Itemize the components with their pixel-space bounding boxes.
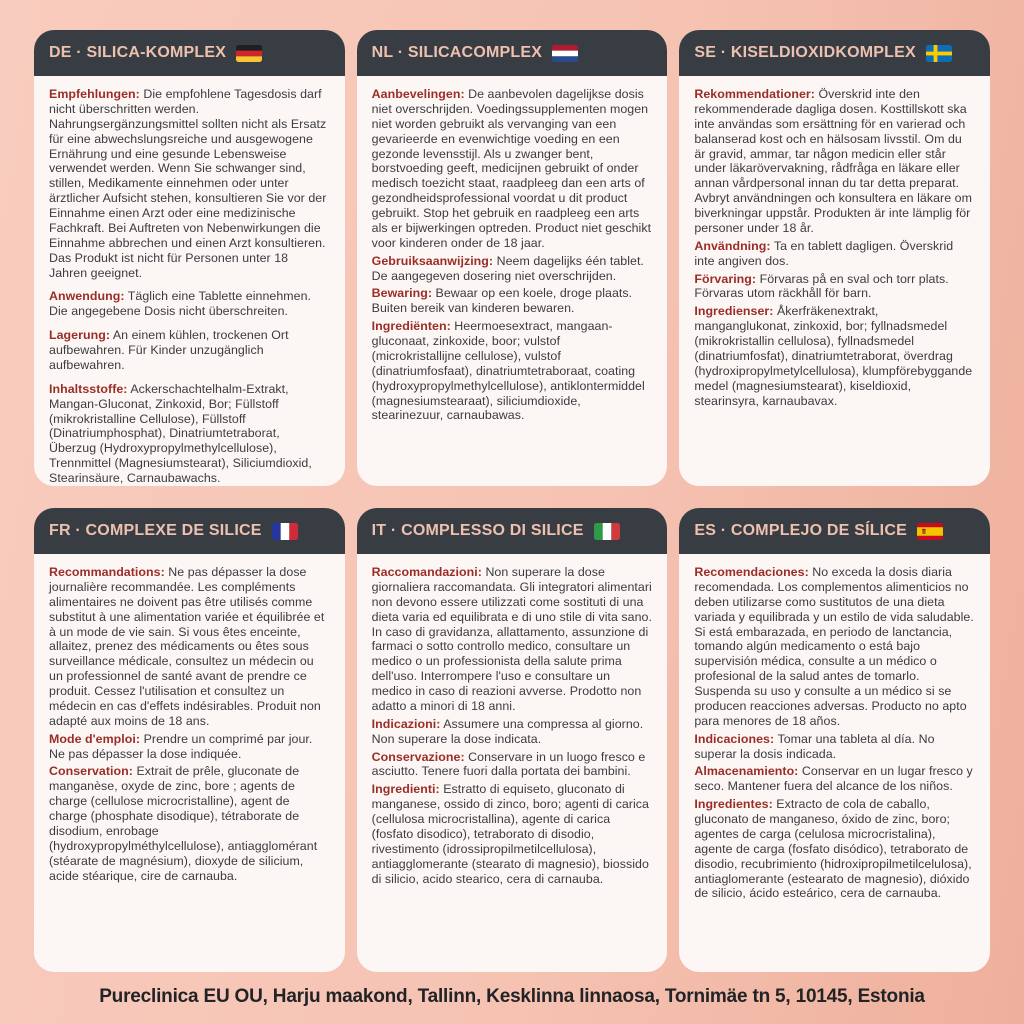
section-text: Täglich eine Tablette einnehmen. Die angegebene Dosis nicht überschreiten. — [49, 289, 312, 319]
panel-fr-title: FR · COMPLEXE DE SILICE — [49, 522, 262, 539]
section — [49, 289, 330, 319]
panel-se-title: SE · KISELDIOXIDKOMPLEX — [694, 44, 916, 61]
spain-flag-icon — [917, 523, 943, 540]
section-text: Ne pas dépasser la dose journalière recommandée. Les compléments alimentaires ne doivent pas être utilisés comme substitut à une alimentation variée et équilibrée et à un mode de vie sain. Si vous êtes enceinte, allaitez, prenez des médicaments ou êtes sous surveillance médicale, consultez un médecin ou un professionnel de santé avant de prendre ce produit. Cessez l'utilisation et consultez un médecin en cas d'effets indésirables. Produit non adapté aux moins de 18 ans. — [49, 565, 325, 728]
sweden-flag-icon — [926, 45, 952, 62]
panel-de — [34, 30, 345, 486]
section — [372, 319, 653, 423]
netherlands-flag-icon — [552, 45, 578, 62]
section — [372, 254, 653, 284]
section — [372, 286, 653, 316]
section — [372, 565, 653, 714]
panel-fr-body — [34, 554, 345, 898]
section-text: Överskrid inte den rekommenderade dagliga dosen. Kosttillskott ska inte användas som ersättning för en varierad och balanserad kost och en hälsosam livsstil. Om du är gravid, ammar, tar någon medicin eller står under läkarövervakning, rådfråga en läkare eller annan vårdpersonal innan du tar detta preparat. Avbryt användningen och konsultera en läkare om biverkningar uppstår. Produkten är inte lämplig för personer under 18 år. — [694, 87, 972, 235]
section — [49, 764, 330, 883]
section-text: Ta en tablett dagligen. Överskrid inte angiven dos. — [694, 238, 954, 268]
panel-it-header — [357, 508, 668, 554]
france-flag-icon — [272, 523, 298, 540]
section-label: Indicazioni: — [371, 716, 441, 731]
panel-de-body — [34, 76, 345, 486]
section-label: Almacenamiento: — [694, 764, 799, 779]
panel-it-title: IT · COMPLESSO DI SILICE — [371, 522, 584, 539]
section-text: Non superare la dose giornaliera raccomandata. Gli integratori alimentari non devono essere utilizzati come sostituti di una dieta varia ed equilibrata e di uno stile di vita sano. In caso di gravidanza, allattamento, assunzione di farmaci o sotto controllo medico, consultare un medico o un professionista della salute prima dell'uso. Interrompere l'uso e consultare un medico in caso di reazioni avverse. Prodotto non adatto a minori di 18 anni. — [371, 565, 652, 713]
section-label: Ingrediënten: — [371, 319, 451, 334]
section-label: Ingredienser: — [694, 304, 774, 319]
section-label: Gebruiksaanwijzing: — [371, 253, 494, 268]
panel-es-body — [679, 554, 990, 916]
panel-it — [357, 508, 668, 972]
section-text: An einem kühlen, trockenen Ort aufbewahren. Für Kinder unzugänglich aufbewahren. — [49, 328, 289, 372]
panel-fr — [34, 508, 345, 972]
section — [694, 87, 975, 236]
panel-es — [679, 508, 990, 972]
section-label: Aanbevelingen: — [371, 87, 465, 101]
section — [372, 87, 653, 251]
panel-de-header — [34, 30, 345, 76]
section — [49, 382, 330, 486]
section-label: Indicaciones: — [694, 731, 775, 746]
section-text: Tomar una tableta al día. No superar la dosis indicada. — [694, 731, 935, 761]
panel-nl-body — [357, 76, 668, 438]
section-text: Åkerfräkenextrakt, manganglukonat, zinkoxid, bor; fyllnadsmedel (mikrokristallin cellulosa), fyllnadsmedel (dinatriumfosfat), dinatriumtetraborat, överdrag (hydroxipropylmetylcellulosa), klumpförebyggande medel (magnesiumstearat), kiseldioxid, stearinsyra, karnaubavax. — [694, 304, 973, 408]
section-text: Heermoesextract, mangaan-gluconaat, zinkoxide, boor; vulstof (microkristallijne cellulose), vulstof (dinatriumfosfaat), dinatriumtetraboraat, coating (hydroxypropylmethylcellulose), antiklontermiddel (magnesiumstearaat), siliciumdioxide, stearinezuur, carnaubawas. — [371, 319, 645, 423]
section-label: Inhaltsstoffe: — [49, 381, 128, 396]
section-label: Förvaring: — [694, 271, 757, 286]
section — [49, 87, 330, 280]
panel-nl-title: NL · SILICACOMPLEX — [371, 44, 543, 61]
section — [694, 565, 975, 729]
section-label: Ingredientes: — [694, 797, 773, 812]
section-text: Neem dagelijks één tablet. De aangegeven dosering niet overschrijden. — [371, 253, 644, 283]
panel-se-header — [679, 30, 990, 76]
section-label: Bewaring: — [371, 286, 433, 301]
section — [372, 750, 653, 780]
section-label: Mode d'emploi: — [49, 731, 141, 746]
section-label: Ingredienti: — [371, 782, 440, 797]
panel-nl — [357, 30, 668, 486]
panel-es-header — [679, 508, 990, 554]
section-text: Extracto de cola de caballo, gluconato de manganeso, óxido de zinc, boro; agentes de carga (celulosa microcristalina), agente de carga (fosfato disódico), tetraborato de disodio, recubrimiento (hidroxipropilmetilcelulosa), antiaglomerante (estearato de magnesio), dióxido de silicio, ácido esteárico, cera de carnauba. — [694, 797, 972, 901]
section — [694, 732, 975, 762]
section — [694, 239, 975, 269]
section-text: Prendre un comprimé par jour. Ne pas dépasser la dose indiquée. — [49, 731, 313, 761]
panel-nl-header — [357, 30, 668, 76]
section-text: De aanbevolen dagelijkse dosis niet overschrijden. Voedingssupplementen mogen niet worden gebruikt als vervanging van een gevarieerde en evenwichtige voeding en een gezonde levensstijl. Als u zwanger bent, borstvoeding geeft, medicijnen gebruikt of onder medisch toezicht staat, raadpleeg dan een arts of gezondheidsprofessional voordat u dit product gebruikt. Stop het gebruik en raadpleeg een arts als er bijwerkingen optreden. Product niet geschikt voor kinderen onder de 18 jaar. — [371, 87, 652, 250]
section-text: Bewaar op een koele, droge plaats. Buiten bereik van kinderen bewaren. — [371, 286, 633, 316]
section-text: Extrait de prêle, gluconate de manganèse, oxyde de zinc, bore ; agents de charge (cellulose microcristalline), agent de charge (phosphate disodique), tétraborate de disodium, enrobage (hydroxypropylméthylcellulose), antiagglomérant (stéarate de magnésium), dioxyde de silicium, acide stéarique, cire de carnauba. — [49, 764, 318, 883]
section-label: Recommandations: — [49, 565, 165, 579]
section-text: Förvaras på en sval och torr plats. Förvaras utom räckhåll för barn. — [694, 271, 949, 301]
section-label: Anwendung: — [49, 289, 125, 304]
section — [694, 797, 975, 901]
section-label: Conservazione: — [371, 749, 465, 764]
section-text: Estratto di equiseto, gluconato di manganese, ossido di zinco, boro; agenti di carica (cellulosa microcristallina), agente di carica (fosfato disodico), tetraborato di disodio, rivestimento (idrossipropilmetilcellulosa), antiagglomerante (stearato di magnesio), biossido di silicio, acido stearico, cera di carnauba. — [371, 782, 649, 886]
italy-flag-icon — [594, 523, 620, 540]
section-label: Användning: — [694, 238, 771, 253]
section-text: Die empfohlene Tagesdosis darf nicht überschritten werden. Nahrungsergänzungsmittel sollten nicht als Ersatz für eine abwechslungsreiche und ausgewogene Ernährung und eine gesunde Lebensweise verwendet werden. Wenn Sie schwanger sind, stillen, Medikamente einnehmen oder unter ärztlicher Aufsicht stehen, konsultieren Sie vor der Einnahme einen Arzt oder eine medizinische Fachkraft. Bei Auftreten von Nebenwirkungen die Einnahme abbrechen und einen Arzt konsultieren. Das Produkt ist nicht für Personen unter 18 Jahren geeignet. — [49, 87, 327, 280]
panel-fr-header — [34, 508, 345, 554]
manufacturer-address: Pureclinica EU OU, Harju maakond, Tallinn, Kesklinna linnaosa, Tornimäe tn 5, 10145, Estonia — [99, 986, 925, 1007]
section-label: Recomendaciones: — [694, 565, 809, 579]
panel-se — [679, 30, 990, 486]
section — [694, 272, 975, 302]
panel-es-title: ES · COMPLEJO DE SÍLICE — [694, 522, 907, 539]
panel-se-body — [679, 76, 990, 423]
section-label: Lagerung: — [49, 328, 111, 343]
section — [372, 782, 653, 886]
section-label: Empfehlungen: — [49, 87, 140, 101]
section-text: No exceda la dosis diaria recomendada. Los complementos alimenticios no deben utilizarse como sustitutos de una dieta variada y equilibrada y un estilo de vida saludable. Si está embarazada, en periodo de lanctancia, tomando algún medicamento o está bajo supervisión médica, consulte a un médico o profesional de la salud antes de tomarlo. Suspenda su uso y consulte a un médico si se producen reacciones adversas. Producto no apto para menores de 18 años. — [694, 565, 974, 728]
germany-flag-icon — [236, 45, 262, 62]
section-label: Conservation: — [49, 764, 133, 779]
section-text: Conservare in un luogo fresco e asciutto. Tenere fuori dalla portata dei bambini. — [371, 749, 646, 779]
panel-de-title: DE · SILICA-KOMPLEX — [49, 44, 227, 61]
section-text: Assumere una compressa al giorno. Non superare la dose indicata. — [371, 716, 644, 746]
panel-it-body — [357, 554, 668, 901]
section — [694, 304, 975, 408]
section — [372, 717, 653, 747]
section-label: Rekommendationer: — [694, 87, 815, 101]
section-text: Ackerschachtelhalm-Extrakt, Mangan-Gluconat, Zinkoxid, Bor; Füllstoff (mikrokristalline Cellulose), Füllstoff (Dinatriumphosphat), Dinatriumtetraborat, Überzug (Hydroxypropylmethylcellulose), Trennmittel (Magnesiumstearat), Siliciumdioxid, Stearinsäure, Carnaubawachs. — [49, 381, 312, 485]
section-text: Conservar en un lugar fresco y seco. Mantener fuera del alcance de los niños. — [694, 764, 973, 794]
section — [694, 764, 975, 794]
section — [49, 328, 330, 373]
section-label: Raccomandazioni: — [371, 565, 482, 579]
section — [49, 565, 330, 729]
section — [49, 732, 330, 762]
